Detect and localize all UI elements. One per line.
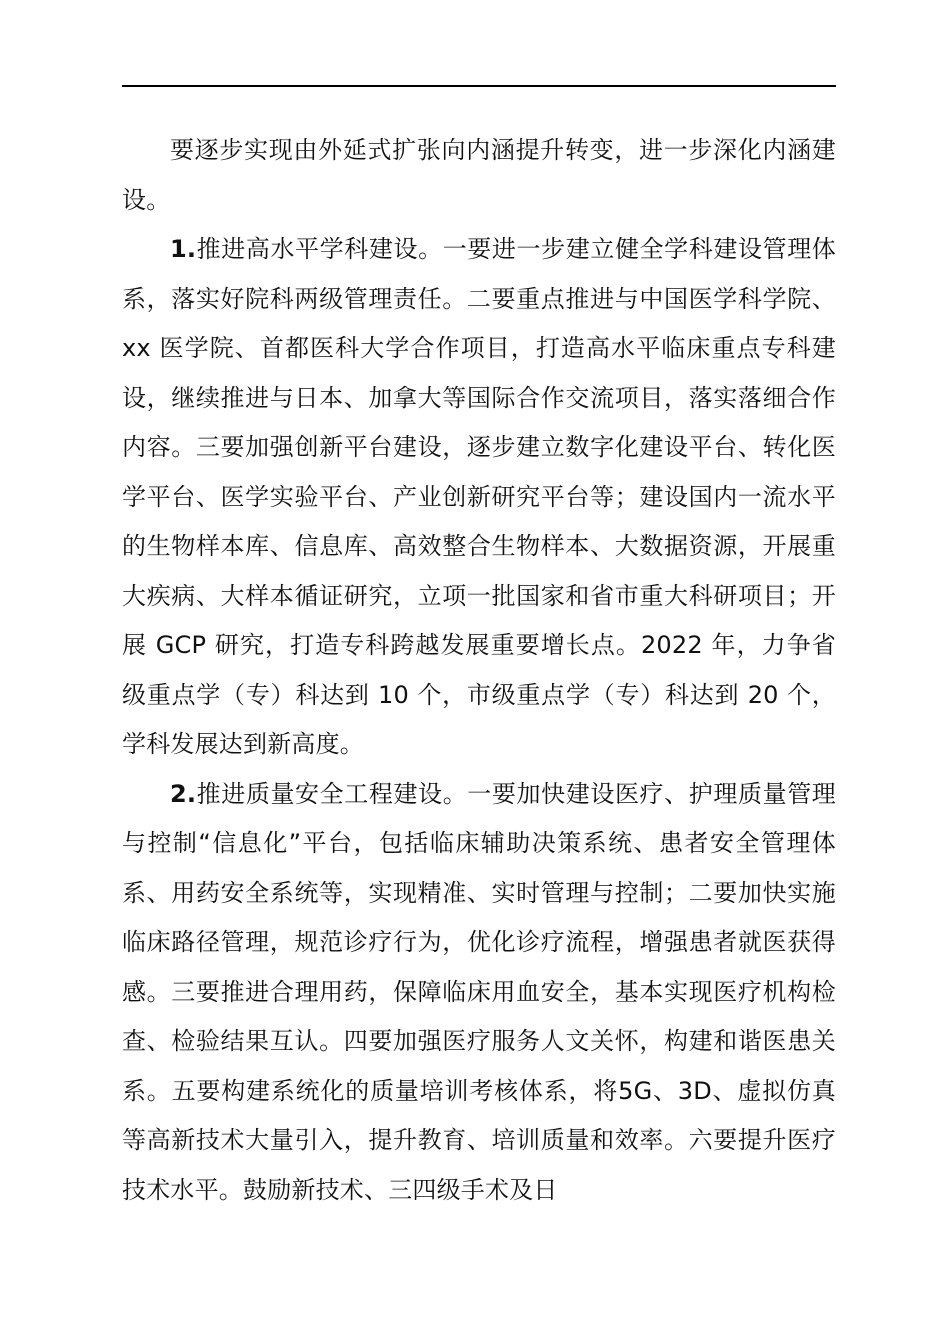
- section-2-number: 2.: [170, 779, 197, 808]
- paragraph-section-2: [122, 770, 836, 1216]
- section-1-number: 1.: [170, 235, 197, 263]
- paragraph-intro-text: 要逐步实现由外延式扩张向内涵提升转变，进一步深化内涵建设。: [122, 136, 836, 214]
- paragraph-intro: [122, 126, 836, 225]
- header-rule: [122, 85, 836, 87]
- document-body: [122, 126, 836, 1215]
- paragraph-section-1: [122, 225, 836, 770]
- section-1-text: 推进高水平学科建设。一要进一步建立健全学科建设管理体系，落实好院科两级管理责任。二要重点推进与中国医学科学院、xx 医学院、首都医科大学合作项目，打造高水平临床重点专科建设，继续推进与日本、加拿大等国际合作交流项目，落实落细合作内容。三要加强创新平台建设，逐步建立数字化建设平台、转化医学平台、医学实验平台、产业创新研究平台等；建设国内一流水平的生物样本库、信息库、高效整合生物样本、大数据资源，开展重大疾病、大样本循证研究，立项一批国家和省市重大科研项目；开展 GCP 研究，打造专科跨越发展重要增长点。2022 年，力争省级重点学（专）科达到 10 个，市级重点学（专）科达到 20 个，学科发展达到新高度。: [122, 235, 836, 758]
- section-2-text: 推进质量安全工程建设。一要加快建设医疗、护理质量管理与控制“信息化”平台，包括临床辅助决策系统、患者安全管理体系、用药安全系统等，实现精准、实时管理与控制；二要加快实施临床路径管理，规范诊疗行为，优化诊疗流程，增强患者就医获得感。三要推进合理用药，保障临床用血安全，基本实现医疗机构检查、检验结果互认。四要加强医疗服务人文关怀，构建和谐医患关系。五要构建系统化的质量培训考核体系，将5G、3D、虚拟仿真等高新技术大量引入，提升教育、培训质量和效率。六要提升医疗技术水平。鼓励新技术、三四级手术及日: [122, 779, 836, 1204]
